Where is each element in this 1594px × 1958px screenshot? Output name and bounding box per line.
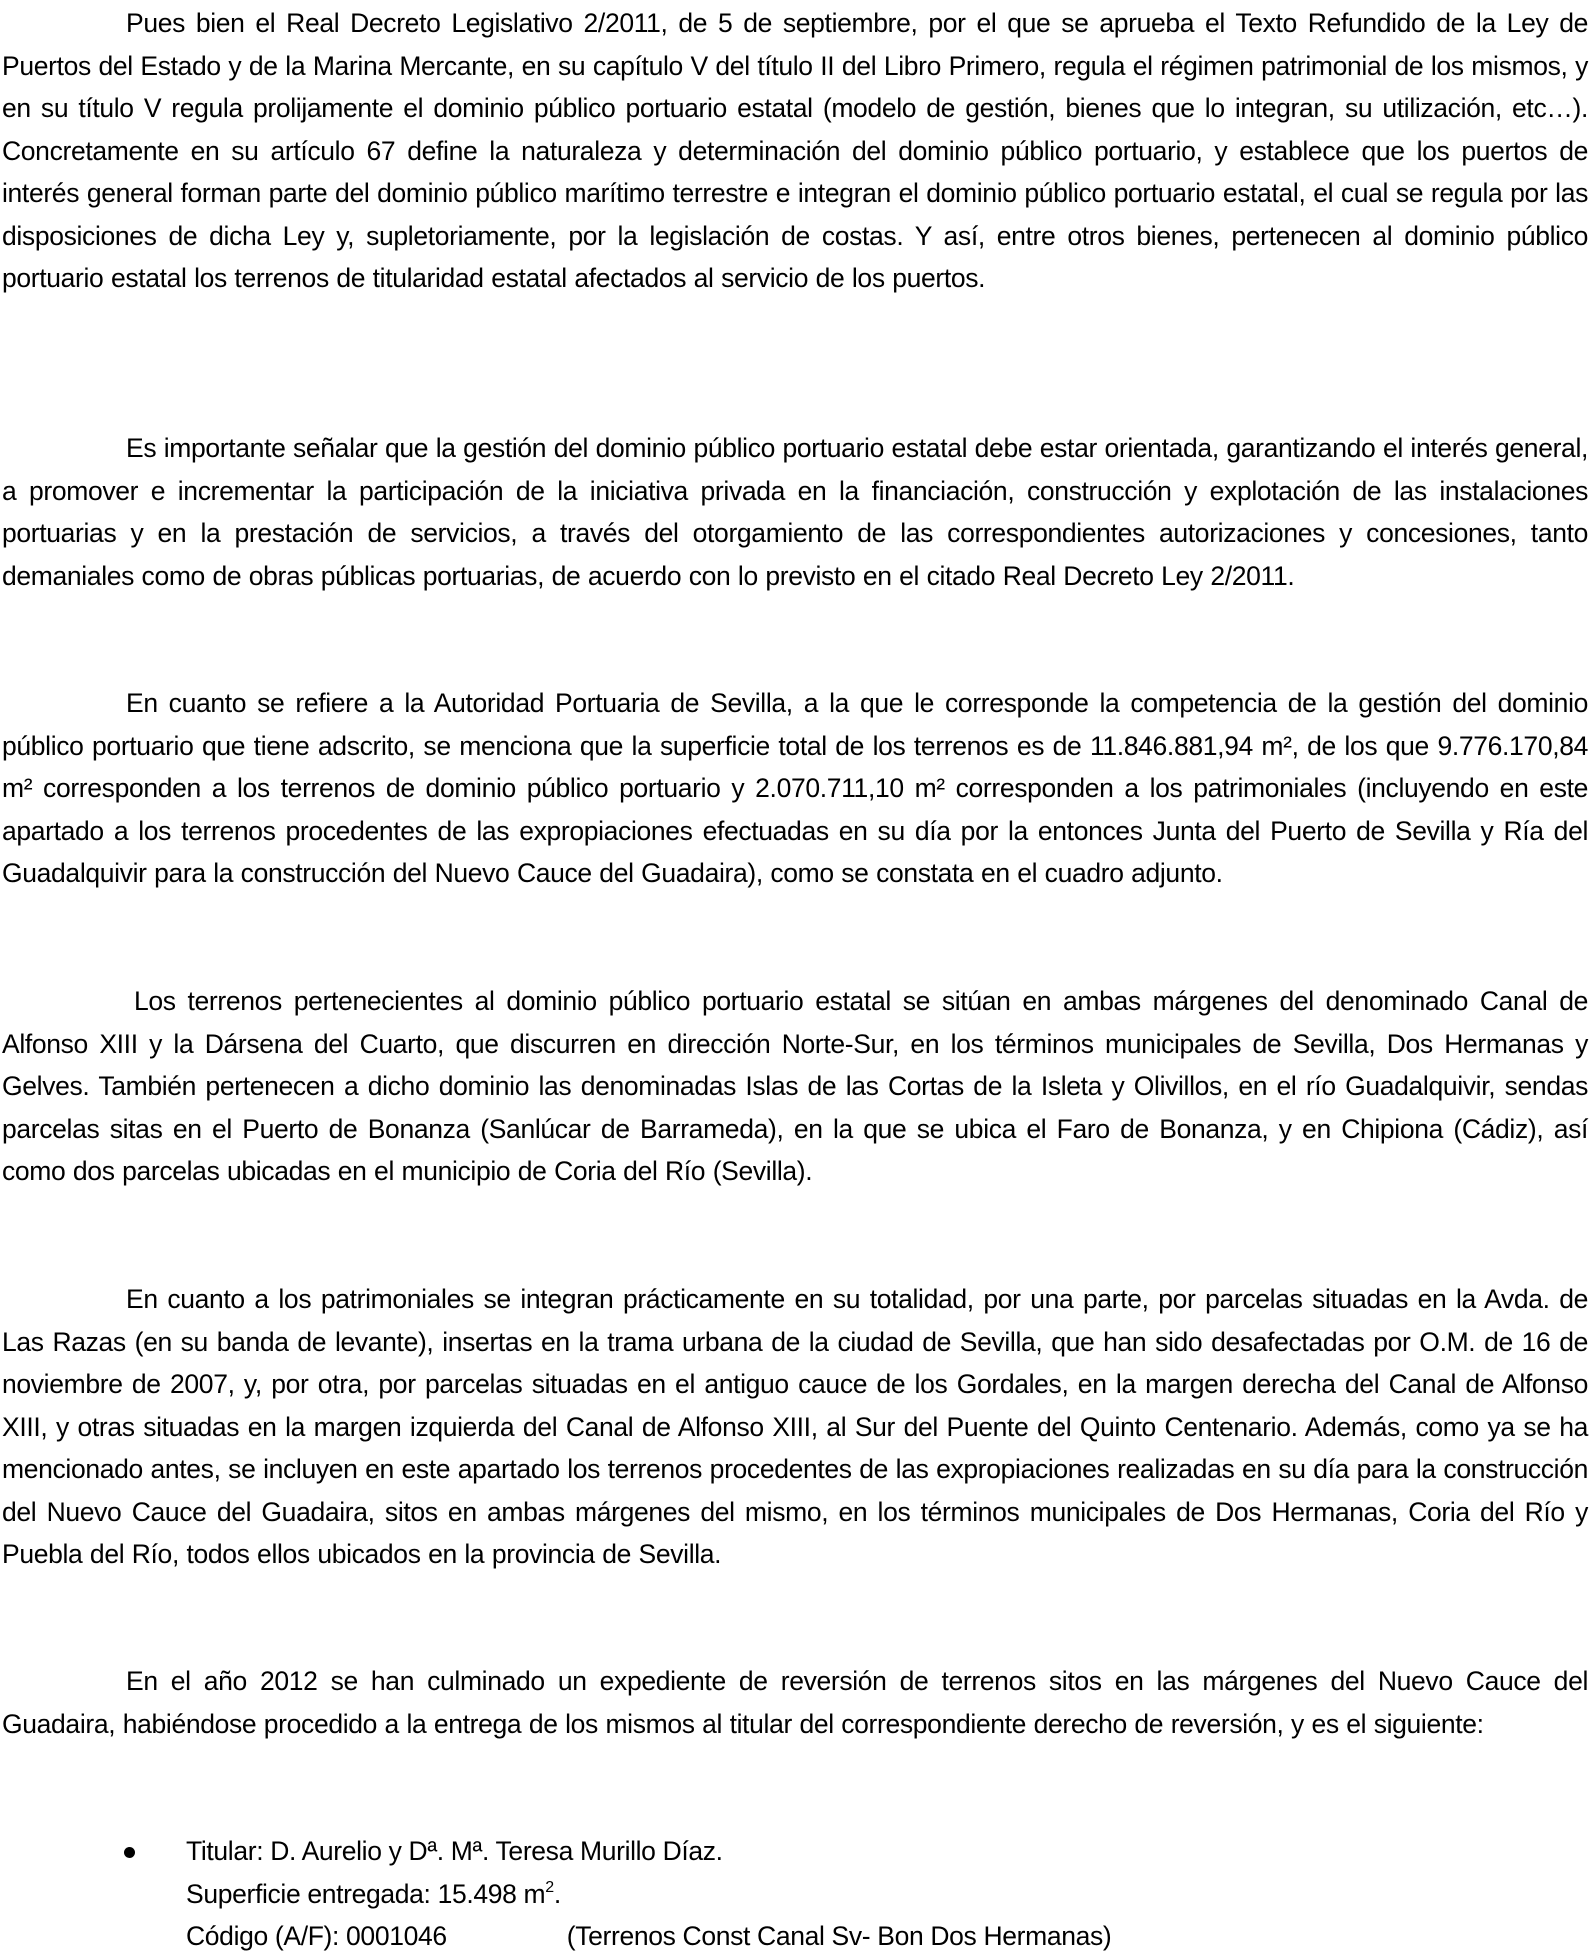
- paragraph-legal-framework: Pues bien el Real Decreto Legislativo 2/2011, de 5 de septiembre, por el que se aprueba el Texto Refundido de la Ley de Puertos del Estado y de la Marina Mercante, en su capítulo V del título II del Libro Primero, regula el régimen patrimonial de los mismos, y en su título V regula prolijamente el dominio público portuario estatal (modelo de gestión, bienes que lo integran, su utilización, etc…). Concretamente en su artículo 67 define la naturaleza y determinación del dominio público portuario, y establece que los puertos de interés general forman parte del dominio público marítimo terrestre e integran el dominio público portuario estatal, el cual se regula por las disposiciones de dicha Ley y, supletoriamente, por la legislación de costas. Y así, entre otros bienes, pertenecen al dominio público portuario estatal los terrenos de titularidad estatal afectados al servicio de los puertos.: [2, 8, 1588, 293]
- paragraph-reversion-2012: En el año 2012 se han culminado un expediente de reversión de terrenos sitos en las márgenes del Nuevo Cauce del Guadaira, habiéndose procedido a la entrega de los mismos al titular del correspondiente derecho de reversión, y es el siguiente:: [2, 1666, 1588, 1739]
- bullet-icon: [124, 1847, 135, 1858]
- reversion-codigo: [186, 1915, 1588, 1958]
- paragraph-management-orientation: Es importante señalar que la gestión del dominio público portuario estatal debe estar orientada, garantizando el interés general, a promover e incrementar la participación de la iniciativa privada en la financiación, construcción y explotación de las instalaciones portuarias y en la prestación de servicios, a través del otorgamiento de las correspondientes autorizaciones y concesiones, tanto demaniales como de obras públicas portuarias, de acuerdo con lo previsto en el citado Real Decreto Ley 2/2011.: [2, 433, 1588, 591]
- reversion-codigo-description: (Terrenos Const Canal Sv- Bon Dos Hermanas): [566, 1921, 1112, 1951]
- reversion-superficie-superscript: 2: [545, 1878, 554, 1896]
- paragraph-port-authority-surface: En cuanto se refiere a la Autoridad Portuaria de Sevilla, a la que le corresponde la competencia de la gestión del dominio público portuario que tiene adscrito, se menciona que la superficie total de los terrenos es de 11.846.881,94 m², de los que 9.776.170,84 m² corresponden a los terrenos de dominio público portuario y 2.070.711,10 m² corresponden a los patrimoniales (incluyendo en este apartado a los terrenos procedentes de las expropiaciones efectuadas en su día por la entonces Junta del Puerto de Sevilla y Ría del Guadalquivir para la construcción del Nuevo Cauce del Guadaira), como se constata en el cuadro adjunto.: [2, 688, 1588, 888]
- reversion-superficie: [186, 1873, 1588, 1916]
- paragraph-public-domain-location: Los terrenos pertenecientes al dominio público portuario estatal se sitúan en ambas márgenes del denominado Canal de Alfonso XIII y la Dársena del Cuarto, que discurren en dirección Norte-Sur, en los términos municipales de Sevilla, Dos Hermanas y Gelves. También pertenecen a dicho dominio las denominadas Islas de las Cortas de la Isleta y Olivillos, en el río Guadalquivir, sendas parcelas sitas en el Puerto de Bonanza (Sanlúcar de Barrameda), en la que se ubica el Faro de Bonanza, y en Chipiona (Cádiz), así como dos parcelas ubicadas en el municipio de Coria del Río (Sevilla).: [2, 986, 1588, 1186]
- reversion-titular: Titular: D. Aurelio y Dª. Mª. Teresa Murillo Díaz.: [186, 1836, 723, 1866]
- reversion-codigo-text: Código (A/F): 0001046: [186, 1921, 447, 1951]
- reversion-list: [0, 1830, 1588, 1958]
- reversion-superficie-end: .: [553, 1878, 561, 1909]
- list-item: [0, 1830, 1588, 1958]
- paragraph-patrimonial-lands: En cuanto a los patrimoniales se integran prácticamente en su totalidad, por una parte, por parcelas situadas en la Avda. de Las Razas (en su banda de levante), insertas en la trama urbana de la ciudad de Sevilla, que han sido desafectadas por O.M. de 16 de noviembre de 2007, y, por otra, por parcelas situadas en el antiguo cauce de los Gordales, en la margen derecha del Canal de Alfonso XIII, y otras situadas en la margen izquierda del Canal de Alfonso XIII, al Sur del Puente del Quinto Centenario. Además, como ya se ha mencionado antes, se incluyen en este apartado los terrenos procedentes de las expropiaciones realizadas en su día para la construcción del Nuevo Cauce del Guadaira, sitos en ambas márgenes del mismo, en los términos municipales de Dos Hermanas, Coria del Río y Puebla del Río, todos ellos ubicados en la provincia de Sevilla.: [2, 1284, 1588, 1569]
- reversion-superficie-text: Superficie entregada: 15.498 m: [186, 1878, 546, 1909]
